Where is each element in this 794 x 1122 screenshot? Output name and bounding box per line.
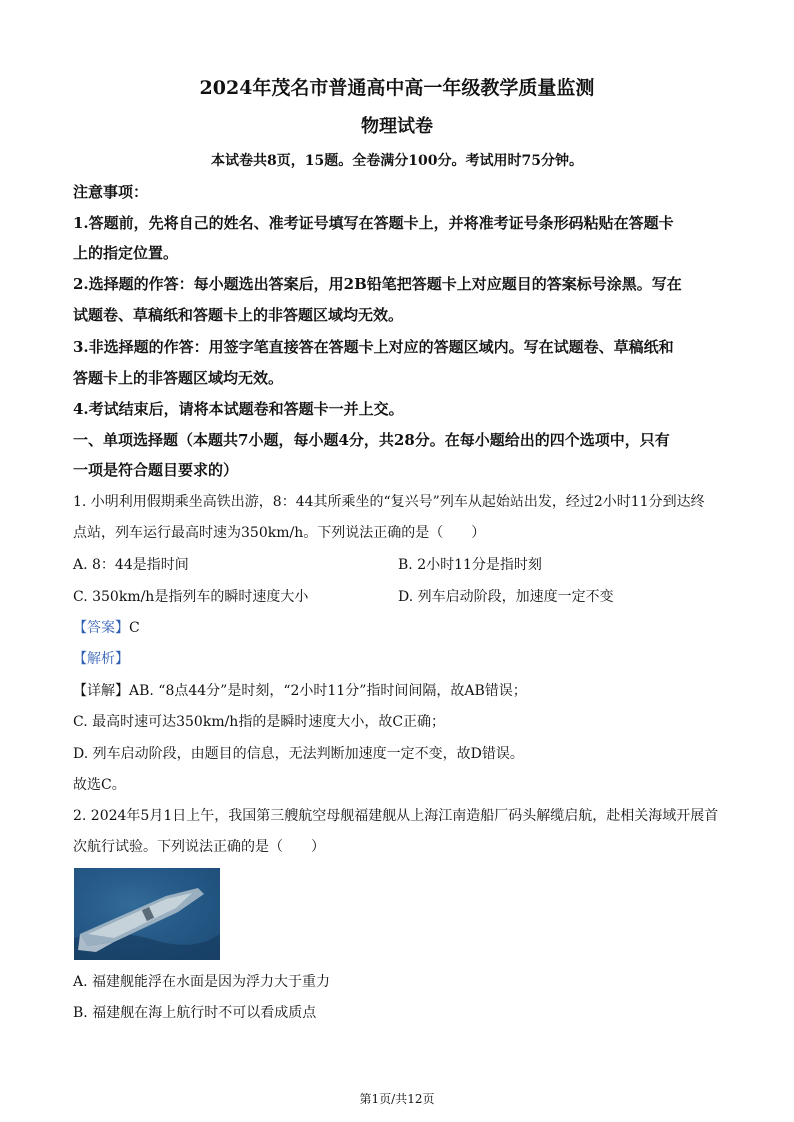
q1-detail bbox=[73, 682, 527, 700]
q2-option-a: A. 福建舰能浮在水面是因为浮力大于重力 bbox=[73, 974, 331, 990]
page-number: 第1页/共12页 bbox=[359, 1092, 435, 1106]
q1-stem-cont: 点站，列车运行最高时速为350km/h。下列说法正确的是（ ） bbox=[73, 525, 486, 541]
detail-tag: 【详解】 bbox=[73, 683, 129, 699]
notice-line: 1.答题前，先将自己的姓名、准考证号填写在答题卡上，并将准考证号条形码粘贴在答题卡 bbox=[73, 214, 674, 232]
q1-detail-c: C. 最高时速可达350km/h指的是瞬时速度大小，故C正确； bbox=[73, 714, 446, 730]
q1-analysis bbox=[73, 650, 129, 668]
aircraft-carrier-photo bbox=[74, 868, 220, 960]
answer-value: C bbox=[129, 620, 140, 636]
q1-option-b: B. 2小时11分是指时刻 bbox=[398, 557, 542, 573]
q2-stem-cont: 次航行试验。下列说法正确的是（ ） bbox=[73, 839, 325, 855]
notice-line: 4.考试结束后，请将本试题卷和答题卡一并上交。 bbox=[73, 400, 404, 418]
answer-tag: 【答案】 bbox=[73, 620, 129, 636]
q1-conclusion: 故选C。 bbox=[73, 777, 126, 793]
exam-info: 本试卷共8页，15题。全卷满分100分。考试用时75分钟。 bbox=[211, 153, 583, 169]
section-heading-cont: 一项是符合题目要求的） bbox=[73, 461, 239, 479]
carrier-illustration bbox=[74, 868, 220, 960]
q2-option-b: B. 福建舰在海上航行时不可以看成质点 bbox=[73, 1005, 317, 1021]
detail-text: AB. “8点44分”是时刻，“2小时11分”指时间间隔，故AB错误； bbox=[129, 683, 527, 699]
notice-line: 2.选择题的作答：每小题选出答案后，用2B铅笔把答题卡上对应题目的答案标号涂黑。写在 bbox=[73, 275, 682, 293]
q1-stem: 1. 小明利用假期乘坐高铁出游，8：44其所乘坐的“复兴号”列车从起始站出发，经过2小时11分到达终 bbox=[73, 494, 705, 510]
notice-line: 3.非选择题的作答：用签字笔直接答在答题卡上对应的答题区域内。写在试题卷、草稿纸和 bbox=[73, 338, 674, 356]
q1-answer bbox=[73, 619, 140, 637]
exam-subject: 物理试卷 bbox=[361, 116, 433, 137]
q1-option-a: A. 8：44是指时间 bbox=[73, 557, 189, 573]
notice-line: 答题卡上的非答题区域均无效。 bbox=[73, 369, 284, 387]
analysis-tag: 【解析】 bbox=[73, 651, 129, 667]
notice-line: 上的指定位置。 bbox=[73, 244, 179, 262]
section-heading: 一、单项选择题（本题共7小题，每小题4分，共28分。在每小题给出的四个选项中，只有 bbox=[73, 431, 670, 449]
notice-line: 试题卷、草稿纸和答题卡上的非答题区域均无效。 bbox=[73, 306, 404, 324]
q1-option-d: D. 列车启动阶段，加速度一定不变 bbox=[398, 589, 614, 605]
q2-stem: 2. 2024年5月1日上午，我国第三艘航空母舰福建舰从上海江南造船厂码头解缆启航，赴相关海域开展首 bbox=[73, 808, 719, 824]
notice-heading: 注意事项： bbox=[73, 183, 149, 201]
q1-option-c: C. 350km/h是指列车的瞬时速度大小 bbox=[73, 589, 309, 605]
exam-title: 2024年茂名市普通高中高一年级教学质量监测 bbox=[199, 77, 595, 99]
q1-detail-d: D. 列车启动阶段，由题目的信息，无法判断加速度一定不变，故D错误。 bbox=[73, 746, 524, 762]
